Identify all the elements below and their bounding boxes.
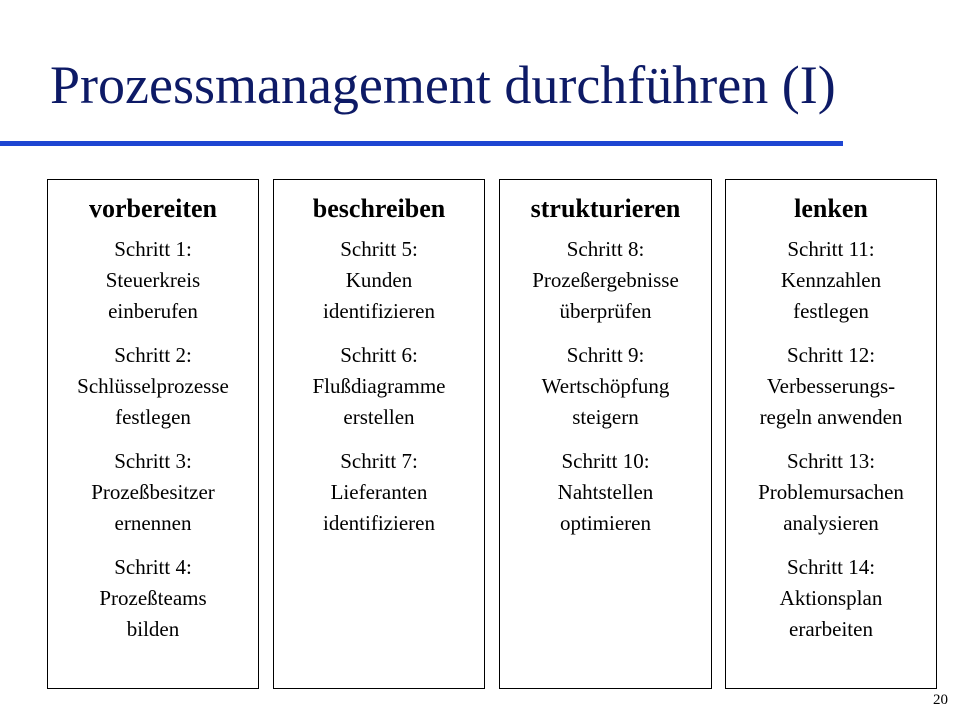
step-label: Schritt 9: — [566, 343, 645, 367]
step-item — [274, 446, 484, 539]
step-label: Schritt 11: — [787, 237, 875, 261]
step-label: Schritt 1: — [114, 237, 192, 261]
step-label: Schritt 8: — [566, 237, 645, 261]
column-heading: strukturieren — [530, 194, 681, 223]
step-item — [48, 446, 258, 539]
step-text: bilden — [126, 617, 180, 641]
step-text: steigern — [572, 405, 639, 429]
step-item — [726, 552, 936, 645]
step-item — [274, 340, 484, 433]
step-text: festlegen — [115, 405, 191, 429]
step-label: Schritt 6: — [340, 343, 418, 367]
step-label: Schritt 3: — [114, 449, 192, 473]
step-text: Prozeßteams — [99, 586, 207, 610]
column-heading: lenken — [794, 194, 868, 223]
step-text: regeln anwenden — [759, 405, 903, 429]
slide-title: Prozessmanagement durchführen (I) — [50, 55, 836, 115]
step-text: Prozeßergebnisse — [532, 268, 679, 292]
step-label: Schritt 13: — [786, 449, 876, 473]
step-text: identifizieren — [323, 511, 435, 535]
step-item — [274, 234, 484, 327]
step-text: identifizieren — [323, 299, 435, 323]
step-text: Schlüsselprozesse — [77, 374, 229, 398]
step-item — [500, 234, 711, 327]
column-strukturieren — [499, 179, 712, 689]
column-beschreiben — [273, 179, 485, 689]
step-item — [48, 552, 258, 645]
step-text: einberufen — [108, 299, 198, 323]
step-text: Aktionsplan — [779, 586, 883, 610]
step-text: Flußdiagramme — [312, 374, 446, 398]
step-text: analysieren — [783, 511, 879, 535]
column-heading: vorbereiten — [88, 194, 218, 223]
step-text: Kunden — [345, 268, 413, 292]
step-text: Prozeßbesitzer — [91, 480, 215, 504]
step-text: Wertschöpfung — [541, 374, 670, 398]
step-item — [726, 446, 936, 539]
column-heading: beschreiben — [312, 194, 446, 223]
step-label: Schritt 4: — [114, 555, 192, 579]
step-text: erarbeiten — [789, 617, 873, 641]
step-text: erstellen — [343, 405, 415, 429]
page-number: 20 — [933, 692, 948, 708]
step-text: überprüfen — [559, 299, 652, 323]
step-label: Schritt 14: — [786, 555, 876, 579]
step-text: Kennzahlen — [780, 268, 882, 292]
step-label: Schritt 10: — [561, 449, 650, 473]
step-label: Schritt 2: — [114, 343, 192, 367]
step-item — [48, 234, 258, 327]
step-text: ernennen — [114, 511, 192, 535]
step-item — [500, 340, 711, 433]
step-label: Schritt 7: — [340, 449, 418, 473]
step-item — [726, 340, 936, 433]
step-label: Schritt 5: — [340, 237, 418, 261]
step-text: Steuerkreis — [105, 268, 201, 292]
step-item — [500, 446, 711, 539]
step-item — [48, 340, 258, 433]
step-text: Verbesserungs- — [766, 374, 896, 398]
step-label: Schritt 12: — [786, 343, 876, 367]
title-underline — [0, 141, 843, 146]
step-text: festlegen — [793, 299, 869, 323]
column-lenken — [725, 179, 937, 689]
step-text: Nahtstellen — [557, 480, 654, 504]
column-vorbereiten — [47, 179, 259, 689]
step-text: Lieferanten — [330, 480, 428, 504]
step-text: optimieren — [560, 511, 651, 535]
step-text: Problemursachen — [758, 480, 904, 504]
step-item — [726, 234, 936, 327]
